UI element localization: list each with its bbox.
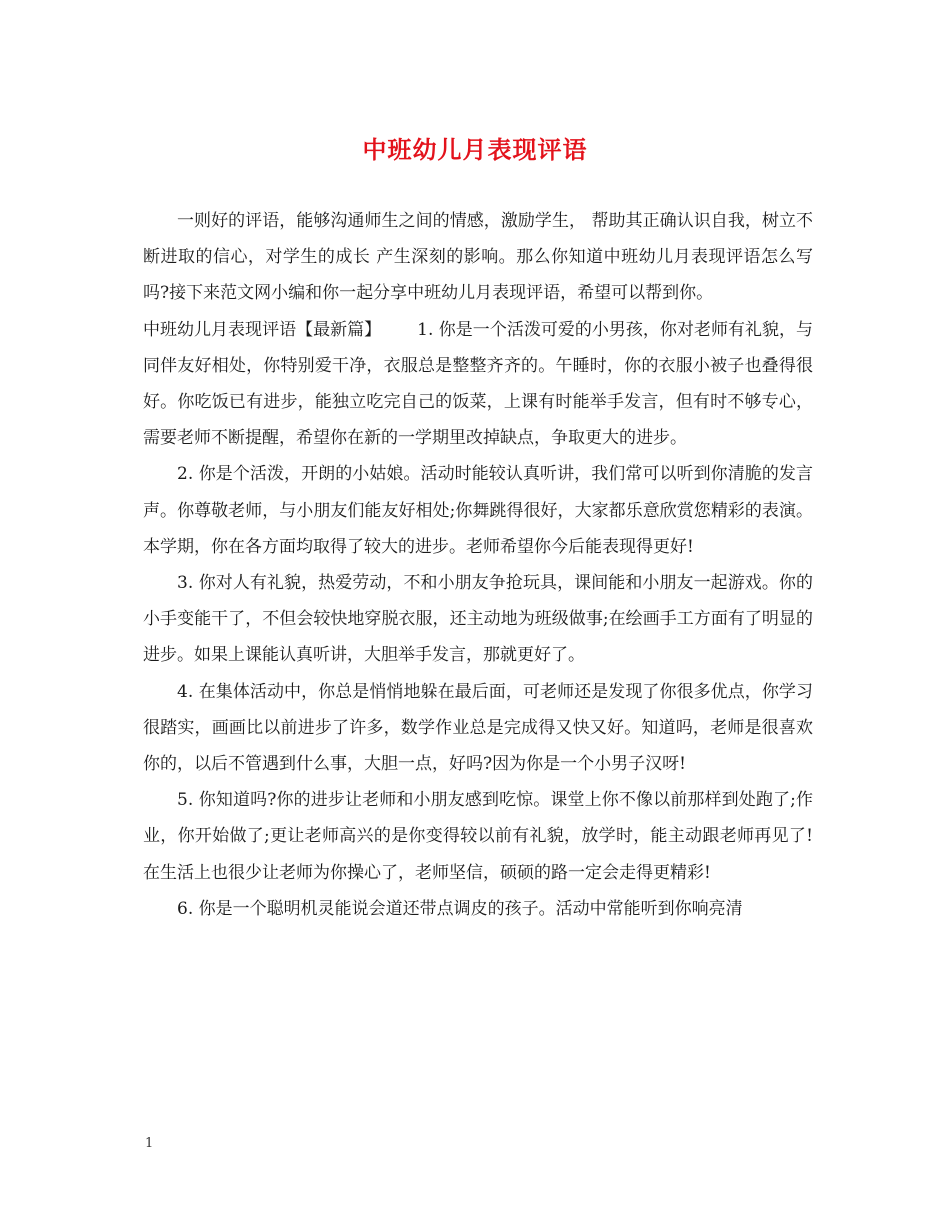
section-first-paragraph xyxy=(143,312,813,457)
intro-paragraph: 一则好的评语，能够沟通师生之间的情感，激励学生， 帮助其正确认识自我，树立不断进取的信心，对学生的成长 产生深刻的影响。那么你知道中班幼儿月表现评语怎么写吗?接下来范文网小编和你一起分享中班幼儿月表现评语，希望可以帮到你。 xyxy=(143,211,813,304)
document-body xyxy=(143,203,813,927)
comment-item-3: 3. 你对人有礼貌，热爱劳动，不和小朋友争抢玩具，课间能和小朋友一起游戏。你的小手变能干了，不但会较快地穿脱衣服，还主动地为班级做事;在绘画手工方面有了明显的进步。如果上课能认真听讲，大胆举手发言，那就更好了。 xyxy=(143,573,813,666)
comment-item-2: 2. 你是个活泼，开朗的小姑娘。活动时能较认真听讲，我们常可以听到你清脆的发言声。你尊敬老师，与小朋友们能友好相处;你舞跳得很好，大家都乐意欣赏您精彩的表演。本学期，你在各方面均取得了较大的进步。老师希望你今后能表现得更好! xyxy=(143,464,813,557)
page-title: 中班幼儿月表现评语 xyxy=(362,135,588,164)
comment-item-5: 5. 你知道吗?你的进步让老师和小朋友感到吃惊。课堂上你不像以前那样到处跑了;作业，你开始做了;更让老师高兴的是你变得较以前有礼貌，放学时，能主动跟老师再见了!在生活上也很少让老师为你操心了，老师坚信，硕硕的路一定会走得更精彩! xyxy=(143,790,813,883)
section-heading: 中班幼儿月表现评语【最新篇】 xyxy=(143,319,382,340)
comment-item-6: 6. 你是一个聪明机灵能说会道还带点调皮的孩子。活动中常能听到你响亮清 xyxy=(177,898,743,919)
comment-item-1: 1. 你是一个活泼可爱的小男孩，你对老师有礼貌，与同伴友好相处，你特别爱干净，衣服总是整整齐齐的。午睡时，你的衣服小被子也叠得很好。你吃饭已有进步，能独立吃完自己的饭菜，上课有时能举手发言，但有时不够专心，需要老师不断提醒，希望你在新的一学期里改掉缺点，争取更大的进步。 xyxy=(143,319,814,449)
comment-item-4: 4. 在集体活动中，你总是悄悄地躲在最后面，可老师还是发现了你很多优点，你学习很踏实，画画比以前进步了许多，数学作业总是完成得又快又好。知道吗，老师是很喜欢你的，以后不管遇到什么事，大胆一点，好吗?因为你是一个小男子汉呀! xyxy=(143,681,813,775)
page-number: 1 xyxy=(145,1136,154,1151)
